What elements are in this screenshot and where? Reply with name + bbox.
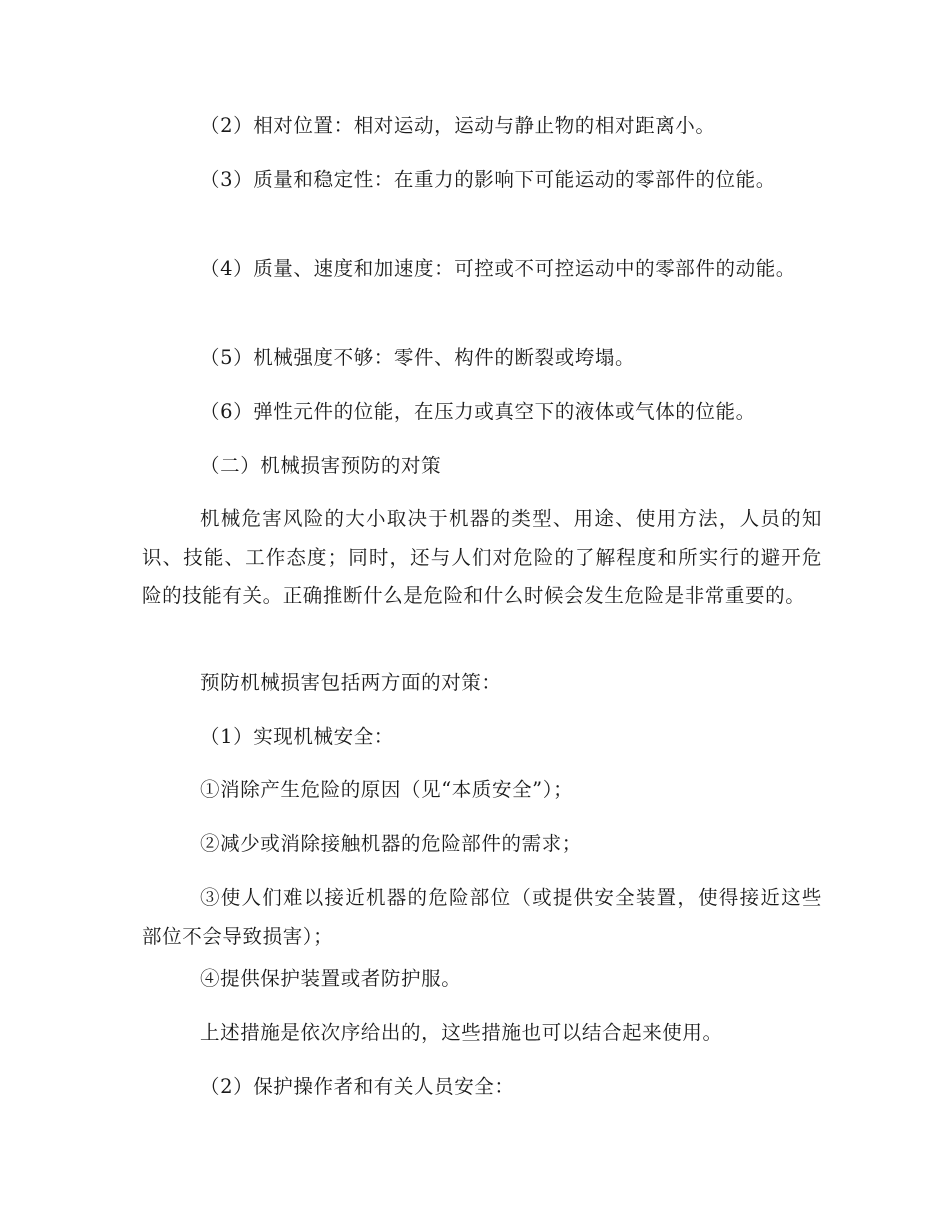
paragraph-relative-position: （2）相对位置：相对运动，运动与静止物的相对距离小。 <box>200 114 716 137</box>
paragraph-machine-safety: （1）实现机械安全： <box>200 725 394 748</box>
list-item-protective-gear: ④提供保护装置或者防护服。 <box>200 967 462 990</box>
list-item-eliminate-causes: ①消除产生危险的原因（见“本质安全”）； <box>200 778 574 801</box>
list-item-reduce-contact: ②减少或消除接触机器的危险部件的需求； <box>200 832 582 855</box>
paragraph-mass-speed: （4）质量、速度和加速度：可控或不可控运动中的零部件的动能。 <box>200 257 796 280</box>
list-item-restrict-access: ③使人们难以接近机器的危险部位（或提供安全装置，使得接近这些部位不会导致损害）； <box>142 886 822 948</box>
paragraph-mechanical-strength: （5）机械强度不够：零件、构件的断裂或垮塌。 <box>200 346 636 369</box>
paragraph-two-measures: 预防机械损害包括两方面的对策： <box>200 671 502 694</box>
paragraph-mass-stability: （3）质量和稳定性：在重力的影响下可能运动的零部件的位能。 <box>200 168 776 191</box>
paragraph-elastic-elements: （6）弹性元件的位能，在压力或真空下的液体或气体的位能。 <box>200 400 756 423</box>
paragraph-measures-order: 上述措施是依次序给出的，这些措施也可以结合起来使用。 <box>200 1021 723 1044</box>
section-heading-prevention: （二）机械损害预防的对策 <box>200 454 442 477</box>
paragraph-risk-factors: 机械危害风险的大小取决于机器的类型、用途、使用方法，人员的知识、技能、工作态度；同时，还与人们对危险的了解程度和所实行的避开危险的技能有关。正确推断什么是危险和什么时候会发生危险是非常重要的。 <box>142 507 822 607</box>
paragraph-protect-operators: （2）保护操作者和有关人员安全： <box>200 1075 515 1098</box>
